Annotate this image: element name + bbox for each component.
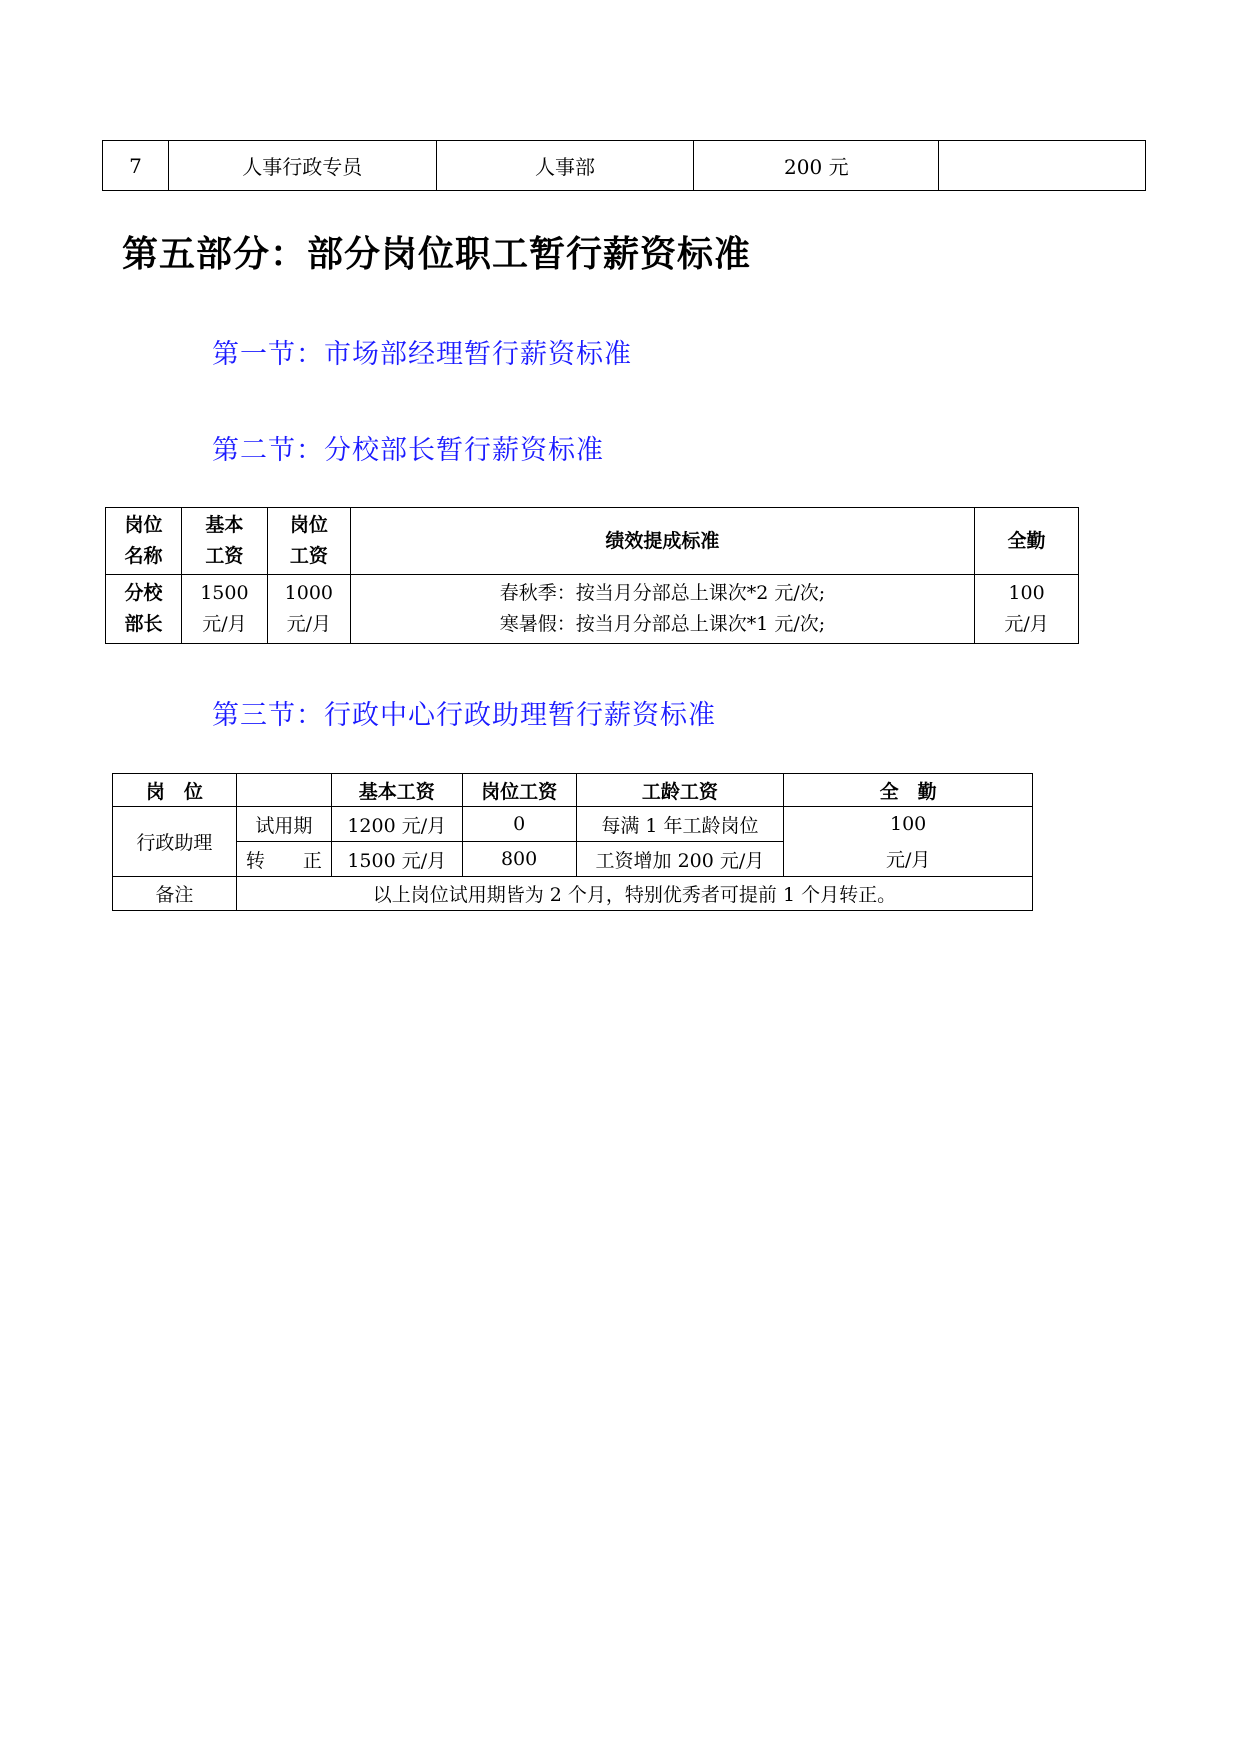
- section-title-2: 第二节：分校部长暂行薪资标准: [212, 435, 604, 466]
- header-base: [181, 508, 267, 575]
- admin-salary-table: [112, 773, 1033, 911]
- header-base: 基本工资: [331, 774, 462, 807]
- cell-note-text: 以上岗位试用期皆为 2 个月，特别优秀者可提前 1 个月转正。: [236, 877, 1032, 911]
- cell-regular-label: 转 正: [236, 842, 331, 877]
- cell-amount: 200 元: [694, 141, 939, 191]
- table-row: [113, 877, 1033, 911]
- header-post-pay: 岗位工资: [462, 774, 576, 807]
- cell-note-label: 备注: [113, 877, 237, 911]
- table-header-row: [106, 508, 1079, 575]
- cell-post-name: 行政助理: [113, 807, 237, 877]
- cell-probation-base: 1200 元/月: [331, 807, 462, 842]
- continuation-table: [102, 140, 1146, 191]
- cell-performance: [350, 575, 974, 644]
- header-post: 岗 位: [113, 774, 237, 807]
- cell-text: 元/月: [202, 613, 247, 635]
- cell-post-pay: [267, 575, 350, 644]
- header-text: 岗位: [124, 514, 163, 536]
- cell-seniority-2: 工资增加 200 元/月: [576, 842, 784, 877]
- cell-text: 寒暑假：按当月分部总上课次*1 元/次;: [499, 613, 826, 635]
- cell-regular-post-pay: 800: [462, 842, 576, 877]
- cell-regular-base: 1500 元/月: [331, 842, 462, 877]
- table-row: [113, 807, 1033, 842]
- cell-text: 1500: [200, 582, 249, 604]
- table-row: [103, 141, 1146, 191]
- part-title: 第五部分：部分岗位职工暂行薪资标准: [122, 234, 752, 275]
- header-text: 工资: [205, 545, 244, 567]
- cell-text: 元/月: [286, 613, 332, 635]
- cell-extra: [939, 141, 1146, 191]
- header-seniority: 工龄工资: [576, 774, 784, 807]
- cell-text: 100: [1008, 582, 1045, 604]
- header-blank: [236, 774, 331, 807]
- header-text: 名称: [124, 545, 163, 567]
- table-row: [106, 575, 1079, 644]
- header-attendance: 全 勤: [784, 774, 1033, 807]
- cell-seniority-1: 每满 1 年工龄岗位: [576, 807, 784, 842]
- header-text: 工资: [289, 545, 328, 567]
- header-text: 基本: [205, 514, 244, 536]
- table-header-row: [113, 774, 1033, 807]
- header-performance: 绩效提成标准: [350, 508, 974, 575]
- branch-salary-table: [105, 507, 1079, 644]
- cell-text: 1000: [284, 582, 334, 604]
- cell-no: 7: [103, 141, 169, 191]
- section-title-3: 第三节：行政中心行政助理暂行薪资标准: [212, 700, 716, 731]
- cell-probation-label: 试用期: [236, 807, 331, 842]
- header-post-name: [106, 508, 182, 575]
- section-title-1: 第一节：市场部经理暂行薪资标准: [212, 339, 632, 370]
- cell-attendance: [975, 575, 1079, 644]
- cell-text: 春秋季：按当月分部总上课次*2 元/次;: [499, 582, 826, 604]
- header-post-pay: [267, 508, 350, 575]
- cell-attendance-1: 100: [784, 807, 1033, 842]
- cell-text: 分校: [124, 582, 163, 604]
- cell-position: 人事行政专员: [168, 141, 436, 191]
- header-attendance: 全勤: [975, 508, 1079, 575]
- cell-department: 人事部: [436, 141, 694, 191]
- table-row: [113, 842, 1033, 877]
- cell-name: [106, 575, 182, 644]
- cell-probation-post-pay: 0: [462, 807, 576, 842]
- cell-text: 元/月: [1004, 613, 1049, 635]
- cell-attendance-2: 元/月: [784, 842, 1033, 877]
- header-text: 岗位: [289, 514, 328, 536]
- cell-text: 部长: [124, 613, 163, 635]
- cell-base: [181, 575, 267, 644]
